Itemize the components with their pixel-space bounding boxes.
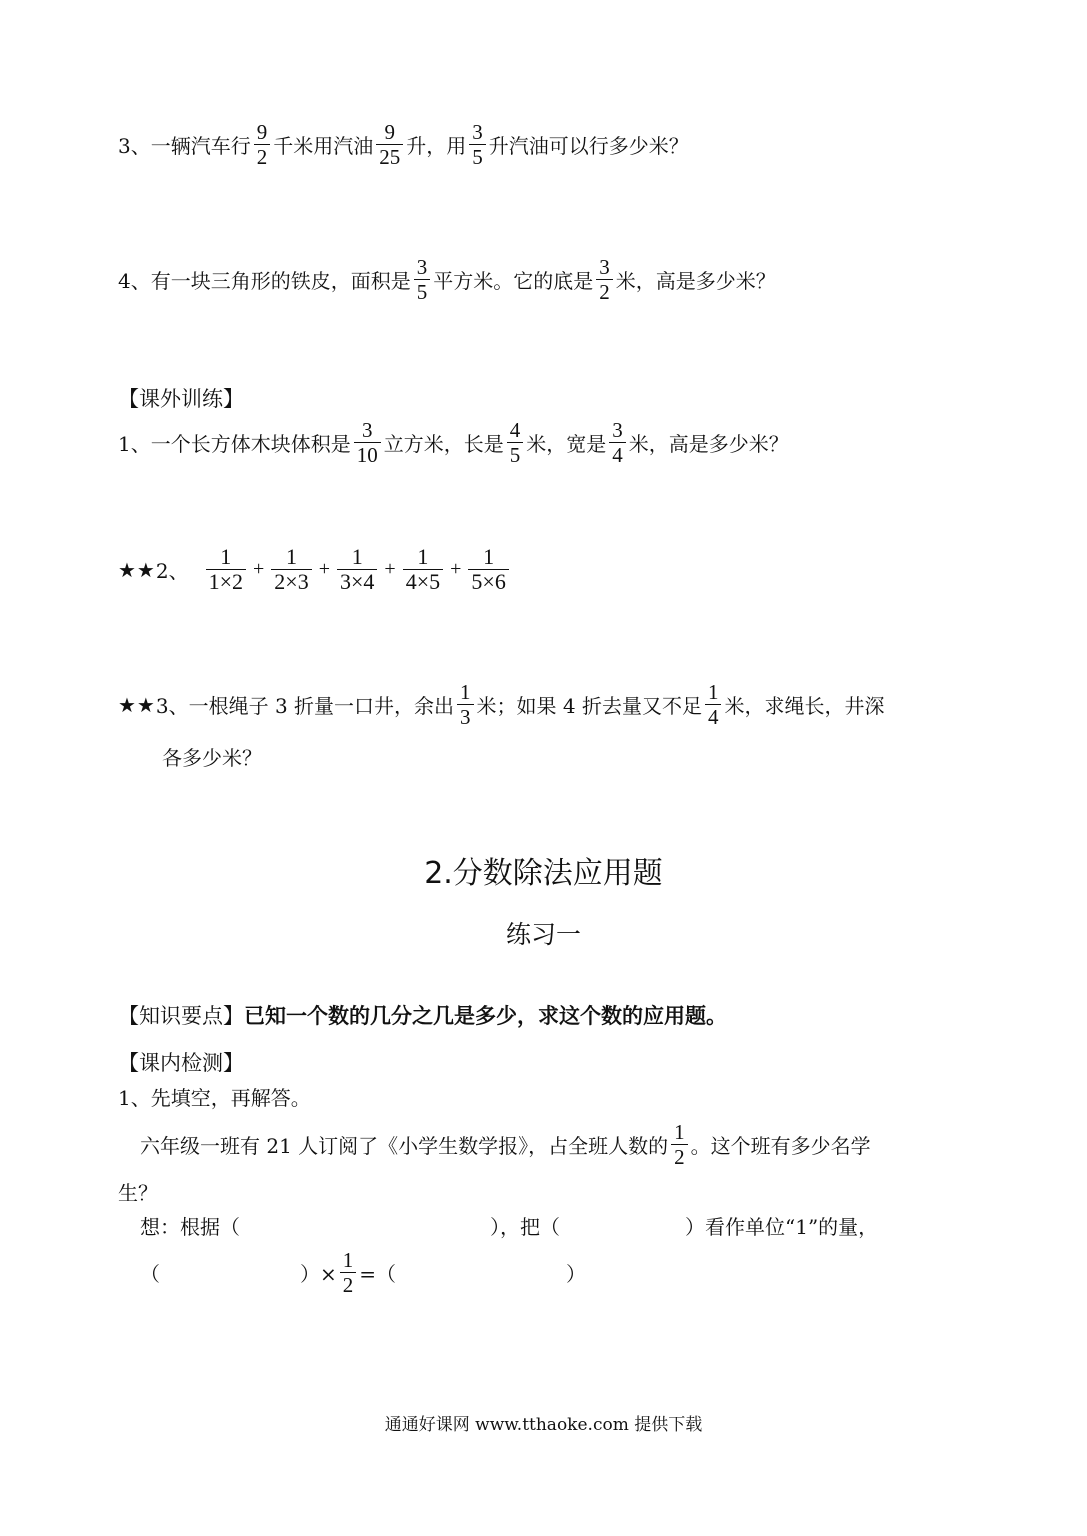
think-part-c: ）看作单位“1”的量， — [685, 1215, 879, 1239]
question-4 — [118, 255, 776, 304]
knowledge-label: 【知识要点】 — [118, 1004, 244, 1028]
class-question-1-title: 1、先填空，再解答。 — [118, 1086, 311, 1110]
fraction: $\frac{1}{3\times 4}$ — [337, 545, 377, 594]
question-3 — [118, 120, 689, 169]
e1-text-3: 米，高是多少米？ — [628, 432, 789, 456]
q3-text-3: 升汽油可以行多少米？ — [488, 134, 689, 158]
fraction: $\frac{3}{2}$ — [596, 255, 613, 304]
fraction: $\frac{3}{10}$ — [354, 418, 381, 467]
difficulty-stars: ★★ — [118, 557, 156, 582]
fraction: $\frac{1}{2}$ — [340, 1248, 357, 1297]
q3-text-1: 千米用汽油 — [273, 134, 374, 158]
think-line — [140, 1211, 878, 1240]
class-question-1-text — [140, 1120, 871, 1169]
fraction: $\frac{1}{4\times 5}$ — [403, 545, 443, 594]
difficulty-stars: ★★ — [118, 692, 156, 717]
c1-line-2: 生？ — [118, 1181, 158, 1205]
fraction: $\frac{4}{5}$ — [507, 418, 524, 467]
fraction: $\frac{9}{2}$ — [254, 120, 271, 169]
fraction: $\frac{1}{4}$ — [705, 680, 722, 729]
chapter-title: 2.分数除法应用题 — [424, 856, 663, 891]
plus-sign: + — [253, 558, 265, 580]
eq-equals: =（ — [359, 1262, 397, 1286]
fraction: $\frac{1}{3}$ — [457, 680, 474, 729]
eq-open: （ — [140, 1262, 160, 1286]
e3-prefix: 3、一根绳子 3 折量一口井，余出 — [155, 694, 455, 718]
fraction: $\frac{9}{25}$ — [376, 120, 403, 169]
fraction: $\frac{3}{4}$ — [609, 418, 626, 467]
fraction: $\frac{3}{5}$ — [469, 120, 486, 169]
q4-text-1: 平方米。它的底是 — [433, 269, 594, 293]
fraction: $\frac{3}{5}$ — [414, 255, 431, 304]
section-heading-class: 【课内检测】 — [118, 1051, 244, 1075]
plus-sign: + — [384, 558, 396, 580]
e1-text-1: 立方米，长是 — [383, 432, 504, 456]
e1-text-2: 米，宽是 — [526, 432, 607, 456]
eq-times: ）× — [300, 1262, 337, 1286]
footer: 通通好课网 www.tthaoke.com 提供下载 — [384, 1415, 703, 1435]
eq-end: ） — [566, 1262, 587, 1286]
q3-prefix: 3、一辆汽车行 — [118, 134, 251, 158]
plus-sign: + — [450, 558, 462, 580]
think-part-b: ），把（ — [490, 1215, 560, 1239]
equation-line — [140, 1248, 586, 1297]
c1-prefix: 六年级一班有 21 人订阅了《小学生数学报》，占全班人数的 — [140, 1134, 669, 1158]
fraction: $\frac{1}{2}$ — [671, 1120, 688, 1169]
e1-prefix: 1、一个长方体木块体积是 — [118, 432, 351, 456]
e3-text-1: 米；如果 4 折去量又不足 — [476, 694, 702, 718]
fraction: $\frac{1}{1\times 2}$ — [206, 545, 246, 594]
plus-sign: + — [318, 558, 330, 580]
e3-line-2: 各多少米？ — [162, 746, 262, 770]
e2-prefix: 2、 — [155, 559, 189, 583]
q4-text-2: 米，高是多少米？ — [615, 269, 776, 293]
q4-prefix: 4、有一块三角形的铁皮，面积是 — [118, 269, 411, 293]
e3-text-2: 米，求绳长，井深 — [724, 694, 885, 718]
subtitle: 练习一 — [505, 920, 581, 949]
section-heading-extra: 【课外训练】 — [118, 387, 244, 411]
knowledge-text: 已知一个数的几分之几是多少，求这个数的应用题。 — [244, 1004, 727, 1028]
think-part-a: 想：根据（ — [140, 1215, 240, 1239]
extra-question-1 — [118, 418, 789, 467]
knowledge-points — [118, 1000, 727, 1030]
fraction: $\frac{1}{5\times 6}$ — [468, 545, 508, 594]
extra-question-2 — [118, 545, 512, 594]
fraction: $\frac{1}{2\times 3}$ — [271, 545, 311, 594]
extra-question-3 — [118, 680, 884, 729]
c1-suffix: 。这个班有多少名学 — [690, 1134, 871, 1158]
q3-text-2: 升，用 — [406, 134, 467, 158]
